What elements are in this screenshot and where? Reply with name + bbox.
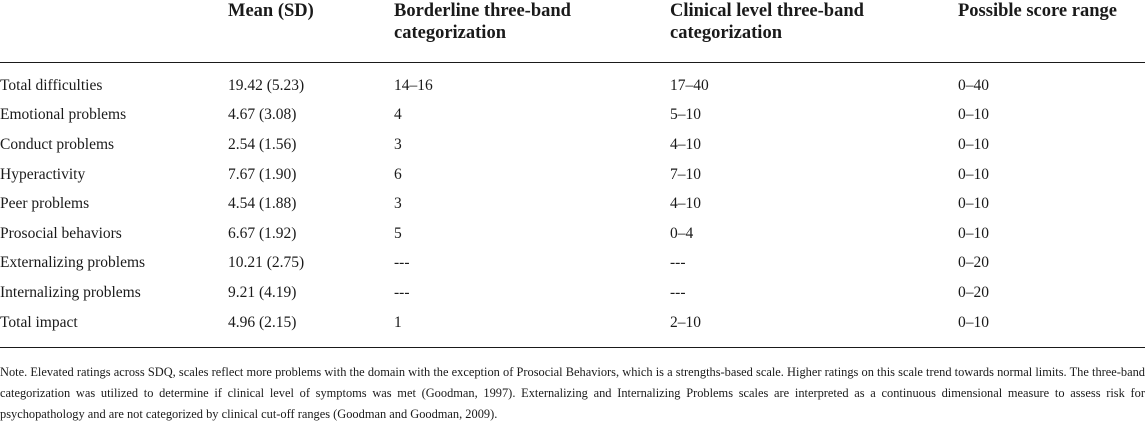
cell-clinical: 2–10 xyxy=(670,308,958,348)
cell-clinical: 7–10 xyxy=(670,165,701,183)
table-row xyxy=(0,219,1145,249)
cell-scale: Externalizing problems xyxy=(0,254,146,272)
cell-mean-sd: 2.54 (1.56) xyxy=(228,135,297,153)
cell-scale: Conduct problems xyxy=(0,135,115,153)
cell-scale: Total difficulties xyxy=(0,76,103,94)
table-row xyxy=(0,278,1145,308)
cell-borderline: --- xyxy=(394,283,410,301)
cell-clinical: 17–40 xyxy=(670,76,709,94)
cell-scale: Prosocial behaviors xyxy=(0,224,122,242)
cell-borderline: 3 xyxy=(394,195,402,213)
cell-scale: Peer problems xyxy=(0,195,90,213)
cell-borderline: 3 xyxy=(394,135,402,153)
header-mean-sd: Mean (SD) xyxy=(228,0,394,63)
cell-mean-sd: 9.21 (4.19) xyxy=(228,283,297,301)
cell-clinical: --- xyxy=(670,254,686,272)
table-header-row xyxy=(0,0,1145,63)
cell-borderline: 1 xyxy=(394,308,670,348)
cell-clinical: 5–10 xyxy=(670,106,701,124)
cell-scale: Emotional problems xyxy=(0,106,127,124)
cell-score-range: 0–10 xyxy=(958,165,989,183)
header-borderline: Borderline three-band categorization xyxy=(394,0,670,63)
cell-mean-sd: 6.67 (1.92) xyxy=(228,224,297,242)
cell-borderline: 5 xyxy=(394,224,402,242)
header-scale xyxy=(0,0,228,63)
cell-borderline: 14–16 xyxy=(394,76,433,94)
table-row xyxy=(0,63,1145,101)
header-score-range: Possible score range xyxy=(958,0,1145,63)
table-row xyxy=(0,249,1145,279)
table-row xyxy=(0,308,1145,348)
cell-borderline: 4 xyxy=(394,106,402,124)
cell-score-range: 0–10 xyxy=(958,308,1145,348)
cell-mean-sd: 4.54 (1.88) xyxy=(228,195,297,213)
table-row xyxy=(0,101,1145,131)
cell-clinical: 4–10 xyxy=(670,135,701,153)
table-footnote: Note. Elevated ratings across SDQ, scales reflect more problems with the domain with the exception of Prosocial Behaviors, which is a strengths-based scale. Higher ratings on this scale trend towards normal limits. The three-band categorization was utilized to determine if clinical level of symptoms was met (Goodman, 1997). Externalizing and Internalizing Problems scales are interpreted as a continuous dimensional measure to assess risk for psychopathology and are not categorized by clinical cut-off ranges (Goodman and Goodman, 2009). xyxy=(0,365,1145,421)
cell-score-range: 0–40 xyxy=(958,76,989,94)
cell-score-range: 0–10 xyxy=(958,106,989,124)
cell-clinical: 0–4 xyxy=(670,224,694,242)
cell-scale: Hyperactivity xyxy=(0,165,86,183)
cell-scale: Internalizing problems xyxy=(0,283,141,301)
cell-clinical: --- xyxy=(670,283,686,301)
cell-borderline: --- xyxy=(394,254,410,272)
table-row xyxy=(0,189,1145,219)
cell-score-range: 0–10 xyxy=(958,224,989,242)
cell-mean-sd: 19.42 (5.23) xyxy=(228,76,305,94)
cell-scale: Total impact xyxy=(0,308,228,348)
table-row xyxy=(0,130,1145,160)
cell-score-range: 0–10 xyxy=(958,135,989,153)
cell-score-range: 0–10 xyxy=(958,195,989,213)
cell-mean-sd: 4.96 (2.15) xyxy=(228,308,394,348)
cell-score-range: 0–20 xyxy=(958,254,989,272)
cell-score-range: 0–20 xyxy=(958,283,989,301)
cell-mean-sd: 7.67 (1.90) xyxy=(228,165,297,183)
cell-clinical: 4–10 xyxy=(670,195,701,213)
cell-mean-sd: 10.21 (2.75) xyxy=(228,254,305,272)
cell-borderline: 6 xyxy=(394,165,402,183)
table-row xyxy=(0,160,1145,190)
cell-mean-sd: 4.67 (3.08) xyxy=(228,106,297,124)
header-clinical: Clinical level three-band categorization xyxy=(670,0,958,63)
